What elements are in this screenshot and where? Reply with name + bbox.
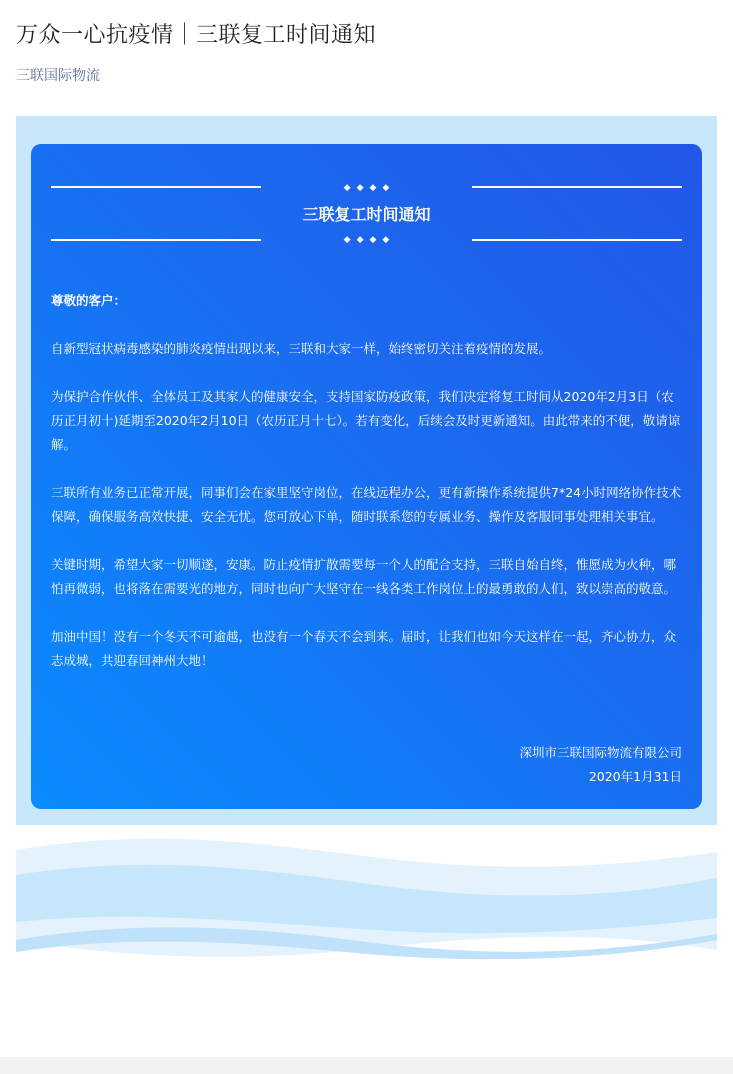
article-title: 万众一心抗疫情｜三联复工时间通知: [16, 23, 377, 48]
notice-card: [31, 144, 702, 809]
paragraph: 三联所有业务已正常开展，同事们会在家里坚守岗位，在线远程办公，更有新操作系统提供7*24小时网络协作技术保障，确保服务高效快捷、安全无忧。您可放心下单，随时联系您的专属业务、操作及客服同事处理相关事宜。: [51, 485, 682, 524]
company-name: 深圳市三联国际物流有限公司: [519, 745, 682, 760]
account-name-link[interactable]: 三联国际物流: [16, 68, 100, 84]
paragraph: 自新型冠状病毒感染的肺炎疫情出现以来，三联和大家一样，始终密切关注着疫情的发展。: [51, 341, 552, 356]
paragraph: 为保护合作伙伴、全体员工及其家人的健康安全，支持国家防疫政策，我们决定将复工时间从2020年2月3日（农历正月初十)延期至2020年2月10日（农历正月十七）。若有变化，后续会及时更新通知。由此带来的不便，敬请谅解。: [51, 389, 681, 452]
notice-title: 三联复工时间通知: [302, 205, 431, 224]
diamond-dots-top: ◆◆◆◆: [343, 183, 396, 193]
greeting: 尊敬的客户：: [51, 293, 127, 308]
bottom-bar: [0, 1057, 733, 1074]
paragraph: 关键时期，希望大家一切顺遂，安康。防止疫情扩散需要每一个人的配合支持，三联自始自终，惟愿成为火种，哪怕再微弱，也将落在需要光的地方，同时也向广大坚守在一线各类工作岗位上的最勇敢的人们，致以崇高的敬意。: [51, 557, 677, 596]
paragraph: 加油中国！没有一个冬天不可逾越，也没有一个春天不会到来。届时，让我们也如今天这样在一起，齐心协力，众志成城，共迎春回神州大地！: [51, 629, 677, 668]
notice-frame: [16, 116, 717, 825]
notice-body: [51, 289, 682, 697]
wave-decoration: [16, 830, 717, 970]
notice-date: 2020年1月31日: [588, 769, 682, 784]
signature: [519, 741, 682, 789]
diamond-dots-bottom: ◆◆◆◆: [343, 235, 396, 245]
